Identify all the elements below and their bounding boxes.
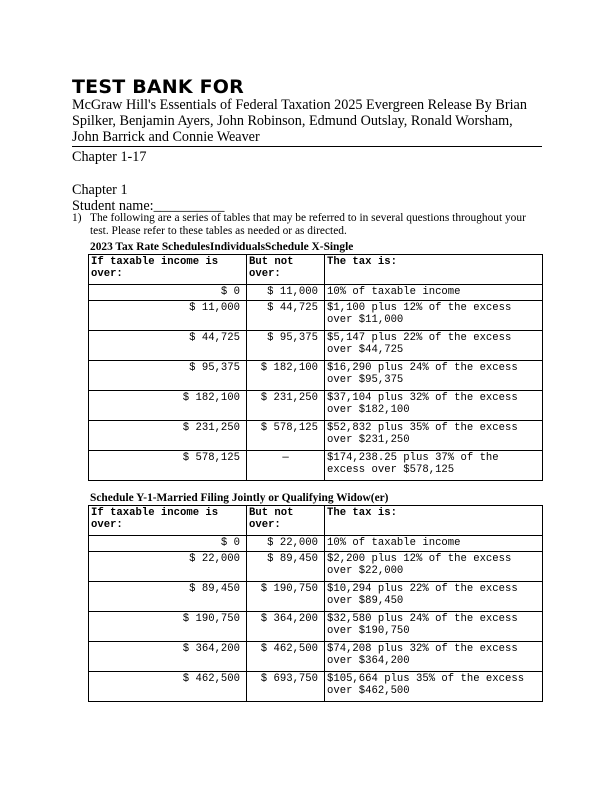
not-over-cell: $ 190,750 xyxy=(247,582,325,612)
table-row xyxy=(89,391,543,421)
not-over-cell: $ 462,500 xyxy=(247,642,325,672)
table-row xyxy=(89,421,543,451)
table-row xyxy=(89,612,543,642)
table-row xyxy=(89,536,543,552)
header-cell: The tax is: xyxy=(325,255,543,285)
header-cell: But not over: xyxy=(247,506,325,536)
not-over-cell: $ 89,450 xyxy=(247,552,325,582)
table-header-row xyxy=(89,506,543,536)
tax-cell: $10,294 plus 22% of the excess over $89,450 xyxy=(325,582,543,612)
over-cell: $ 22,000 xyxy=(89,552,247,582)
table-row xyxy=(89,552,543,582)
table-row xyxy=(89,642,543,672)
not-over-cell: $ 44,725 xyxy=(247,301,325,331)
tax-cell: $174,238.25 plus 37% of the excess over $578,125 xyxy=(325,451,543,481)
doc-title: TEST BANK FOR xyxy=(72,76,244,98)
over-cell: $ 364,200 xyxy=(89,642,247,672)
over-cell: $ 462,500 xyxy=(89,672,247,702)
not-over-cell: $ 231,250 xyxy=(247,391,325,421)
tax-table-single xyxy=(88,254,543,481)
question-number: 1) xyxy=(72,212,82,224)
table-row xyxy=(89,301,543,331)
tax-table-married-joint xyxy=(88,505,543,702)
tax-cell: $37,104 plus 32% of the excess over $182,100 xyxy=(325,391,543,421)
over-cell: $ 89,450 xyxy=(89,582,247,612)
over-cell: $ 11,000 xyxy=(89,301,247,331)
chapter-heading: Chapter 1 xyxy=(72,182,128,198)
table-row xyxy=(89,361,543,391)
over-cell: $ 0 xyxy=(89,536,247,552)
tax-cell: $105,664 plus 35% of the excess over $462,500 xyxy=(325,672,543,702)
tax-cell: $52,832 plus 35% of the excess over $231,250 xyxy=(325,421,543,451)
not-over-cell: — xyxy=(247,451,325,481)
table-heading-single: 2023 Tax Rate SchedulesIndividualsSchedule X-Single xyxy=(90,241,354,253)
header-cell: But not over: xyxy=(247,255,325,285)
header-cell: If taxable income is over: xyxy=(89,506,247,536)
table-row xyxy=(89,285,543,301)
table-row xyxy=(89,451,543,481)
not-over-cell: $ 11,000 xyxy=(247,285,325,301)
chapter-range: Chapter 1-17 xyxy=(72,149,147,165)
tax-cell: $1,100 plus 12% of the excess over $11,000 xyxy=(325,301,543,331)
not-over-cell: $ 578,125 xyxy=(247,421,325,451)
not-over-cell: $ 364,200 xyxy=(247,612,325,642)
question-text: The following are a series of tables that may be referred to in several questions throughout your test. Please refer to these tables as needed or as directed. xyxy=(90,212,526,238)
table-row xyxy=(89,331,543,361)
header-cell: If taxable income is over: xyxy=(89,255,247,285)
tax-cell: $74,208 plus 32% of the excess over $364,200 xyxy=(325,642,543,672)
table-heading-married-joint: Schedule Y-1-Married Filing Jointly or Qualifying Widow(er) xyxy=(90,492,389,504)
not-over-cell: $ 22,000 xyxy=(247,536,325,552)
over-cell: $ 0 xyxy=(89,285,247,301)
tax-cell: $16,290 plus 24% of the excess over $95,375 xyxy=(325,361,543,391)
student-name-field: Student name:__________ xyxy=(72,198,225,214)
book-title: McGraw Hill's Essentials of Federal Taxation 2025 Evergreen Release By Brian Spilker, Benjamin Ayers, John Robinson, Edmund Outslay, Ronald Worsham, John Barrick and Connie Weaver xyxy=(72,97,527,146)
not-over-cell: $ 693,750 xyxy=(247,672,325,702)
table-row xyxy=(89,672,543,702)
tax-cell: 10% of taxable income xyxy=(325,536,543,552)
tax-cell: $5,147 plus 22% of the excess over $44,725 xyxy=(325,331,543,361)
not-over-cell: $ 95,375 xyxy=(247,331,325,361)
over-cell: $ 231,250 xyxy=(89,421,247,451)
table-header-row xyxy=(89,255,543,285)
table-row xyxy=(89,582,543,612)
tax-cell: 10% of taxable income xyxy=(325,285,543,301)
tax-cell: $32,580 plus 24% of the excess over $190,750 xyxy=(325,612,543,642)
header-cell: The tax is: xyxy=(325,506,543,536)
title-divider xyxy=(72,146,542,147)
over-cell: $ 182,100 xyxy=(89,391,247,421)
over-cell: $ 578,125 xyxy=(89,451,247,481)
tax-cell: $2,200 plus 12% of the excess over $22,000 xyxy=(325,552,543,582)
over-cell: $ 190,750 xyxy=(89,612,247,642)
not-over-cell: $ 182,100 xyxy=(247,361,325,391)
over-cell: $ 44,725 xyxy=(89,331,247,361)
over-cell: $ 95,375 xyxy=(89,361,247,391)
